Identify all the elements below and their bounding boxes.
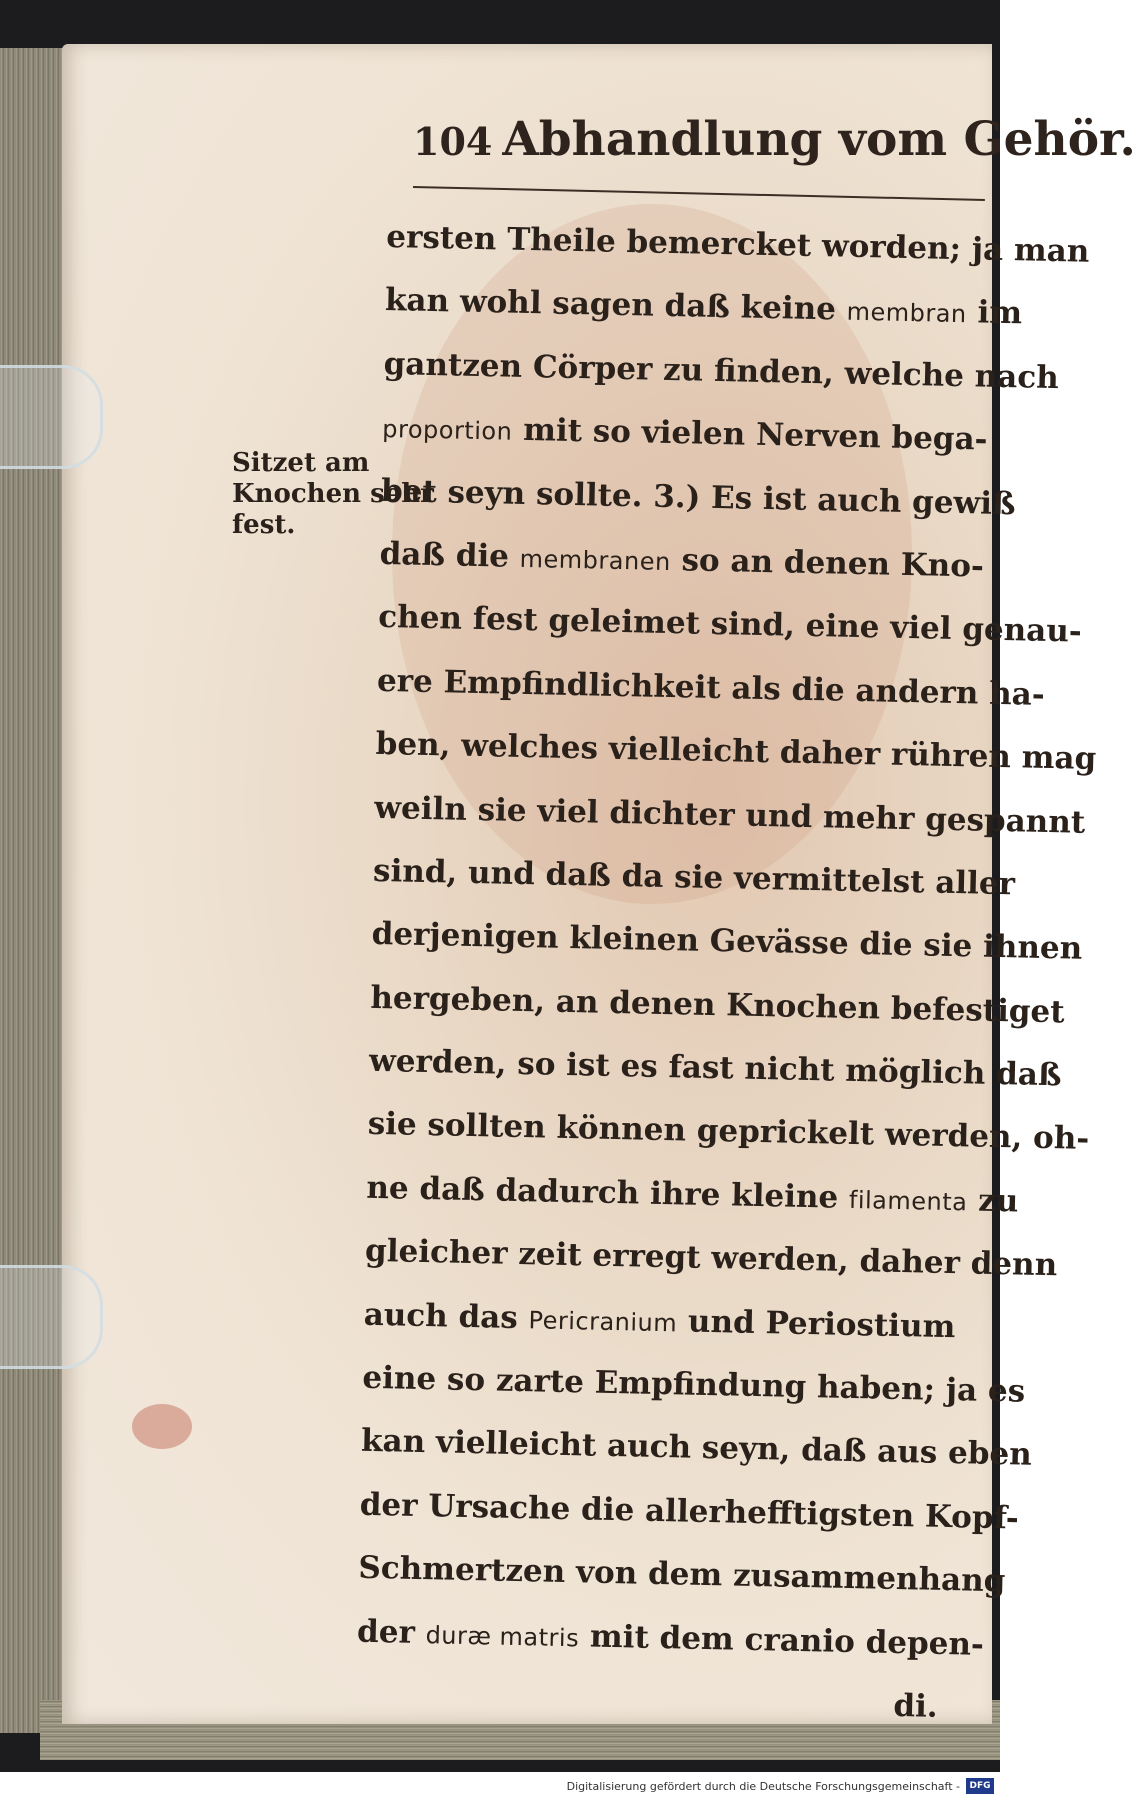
latin-term: Pericranium bbox=[528, 1305, 678, 1337]
text-segment: ere Empfindlichkeit als die andern ha- bbox=[376, 662, 1046, 713]
marginal-note-line: Sitzet am bbox=[232, 448, 370, 478]
foxing-stain bbox=[132, 1404, 192, 1449]
page-number: 104 bbox=[413, 119, 493, 164]
text-segment: mit so vielen Nerven bega- bbox=[511, 411, 988, 458]
text-segment: weiln sie viel dichter und mehr gespannt bbox=[374, 789, 1086, 841]
body-text bbox=[355, 206, 1097, 1740]
text-segment: bet seyn sollte. 3.) Es ist auch gewiß bbox=[380, 472, 1016, 522]
text-segment: gleicher zeit erregt werden, daher denn bbox=[364, 1233, 1058, 1284]
text-segment: hergeben, an denen Knochen befestiget bbox=[370, 979, 1065, 1031]
latin-term: membranen bbox=[519, 544, 672, 576]
text-segment: ne daß dadurch ihre kleine bbox=[366, 1169, 850, 1216]
text-segment: der Ursache die allerhefftigsten Kopf- bbox=[359, 1486, 1020, 1537]
text-line bbox=[375, 713, 1097, 789]
latin-term: filamenta bbox=[848, 1185, 968, 1217]
footer-credit: Digitalisierung gefördert durch die Deutsche Forschungsgemeinschaft - bbox=[566, 1780, 960, 1793]
text-line bbox=[358, 1537, 1006, 1613]
text-segment: mit dem cranio depen- bbox=[578, 1617, 985, 1663]
marginal-note-line: Knochen sehr bbox=[232, 479, 434, 509]
dfg-logo: DFG bbox=[966, 1778, 994, 1794]
page-clip-lower bbox=[0, 1265, 103, 1369]
latin-term: proportion bbox=[382, 415, 513, 446]
marginal-note bbox=[232, 448, 434, 541]
text-segment: der bbox=[356, 1613, 427, 1651]
text-line bbox=[382, 396, 988, 472]
text-segment: kan vielleicht auch seyn, daß aus eben bbox=[360, 1423, 1033, 1474]
text-line bbox=[371, 903, 1083, 979]
page-clip-upper bbox=[0, 365, 103, 469]
text-segment: eine so zarte Empfindung haben; ja es bbox=[362, 1359, 1026, 1410]
text-segment: so an denen Kno- bbox=[670, 541, 985, 585]
text-segment: zu bbox=[967, 1182, 1019, 1220]
digitization-footer bbox=[0, 1772, 1000, 1805]
text-segment: auch das bbox=[363, 1296, 529, 1336]
text-segment: sie sollten können geprickelt werden, oh- bbox=[367, 1106, 1090, 1158]
text-segment: im bbox=[966, 294, 1023, 332]
running-head bbox=[413, 112, 1136, 167]
marginal-note-line: fest. bbox=[232, 510, 296, 540]
text-segment: gantzen Cörper zu finden, welche nach bbox=[383, 345, 1060, 396]
latin-term: membran bbox=[846, 298, 967, 329]
text-segment: werden, so ist es fast nicht möglich daß bbox=[368, 1042, 1062, 1094]
text-segment: sind, und daß da sie vermittelst aller bbox=[372, 852, 1016, 903]
text-segment: Schmertzen von dem zusammenhang bbox=[358, 1549, 1006, 1600]
text-segment: und Periostium bbox=[676, 1302, 956, 1345]
text-segment: kan wohl sagen daß keine bbox=[384, 282, 848, 329]
text-segment: derjenigen kleinen Gevässe die sie ihnen bbox=[371, 916, 1083, 968]
catchword: di. bbox=[893, 1687, 939, 1725]
running-head-title: Abhandlung vom Gehör. bbox=[502, 112, 1136, 167]
text-segment: ben, welches vielleicht daher rühren mag bbox=[375, 726, 1097, 778]
text-segment: chen fest geleimet sind, eine viel genau- bbox=[378, 599, 1083, 650]
text-segment: ersten Theile bemercket worden; ja man bbox=[385, 218, 1090, 270]
text-segment: daß die bbox=[379, 535, 521, 575]
text-line bbox=[364, 1220, 1058, 1296]
text-line bbox=[356, 1600, 985, 1676]
latin-term: duræ matris bbox=[425, 1620, 580, 1652]
